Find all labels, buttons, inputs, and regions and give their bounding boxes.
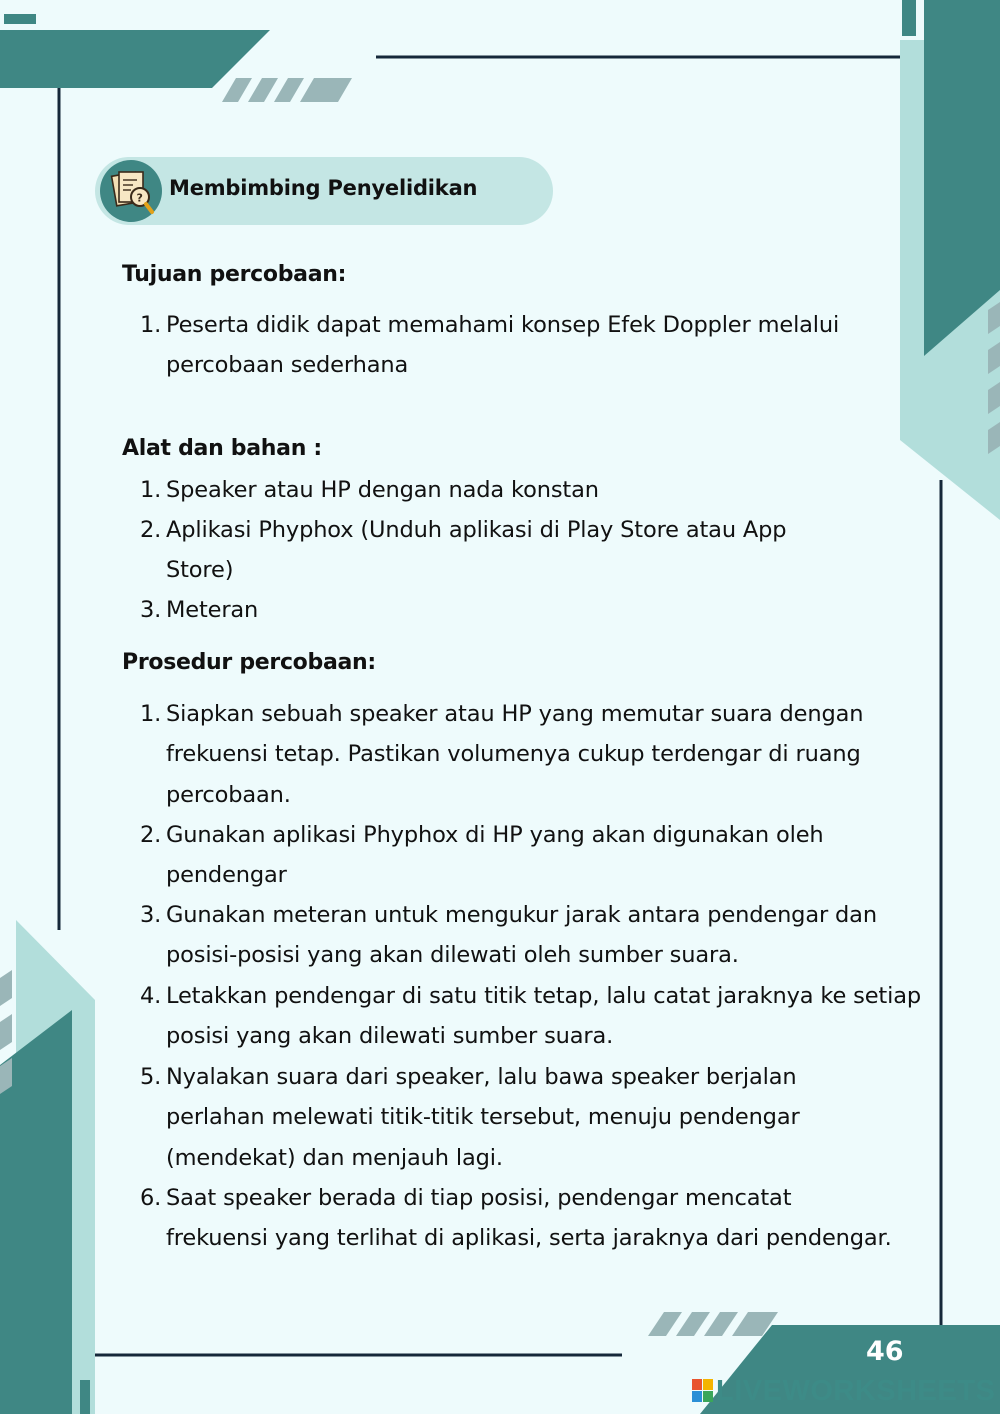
prosedur-item-3 (140, 895, 940, 976)
item-number: 5. (140, 1064, 162, 1090)
top-left-stripes (222, 78, 352, 102)
liveworksheets-logo[interactable] (692, 1375, 995, 1408)
alat-heading: Alat dan bahan : (122, 436, 322, 461)
item-number: 1. (140, 312, 162, 338)
section-title: Membimbing Penyelidikan (169, 176, 478, 200)
watermark-text: LIVEWORKSHEETS (716, 1375, 996, 1407)
item-number: 3. (140, 902, 162, 928)
tujuan-heading: Tujuan percobaan: (122, 262, 347, 287)
top-left-banner (0, 30, 270, 88)
item-text: Aplikasi Phyphox (Unduh aplikasi di Play Store atau App Store) (166, 517, 787, 584)
item-text: Speaker atau HP dengan nada konstan (166, 477, 599, 503)
item-text: Peserta didik dapat memahami konsep Efek Doppler melalui percobaan sederhana (166, 312, 840, 379)
top-left-tab (4, 14, 36, 24)
item-number: 6. (140, 1185, 162, 1211)
prosedur-heading: Prosedur percobaan: (122, 650, 376, 675)
prosedur-item-6 (140, 1178, 900, 1259)
left-bottom-bar (80, 1380, 90, 1414)
left-stripes (0, 970, 12, 1094)
item-number: 2. (140, 822, 162, 848)
item-text: Meteran (166, 597, 259, 623)
item-number: 2. (140, 517, 162, 543)
item-text: Letakkan pendengar di satu titik tetap, lalu catat jaraknya ke setiap posisi yang akan dilewati sumber suara. (166, 983, 921, 1050)
alat-item-1 (140, 470, 840, 510)
svg-text:?: ? (136, 191, 143, 205)
alat-item-2 (140, 510, 840, 591)
prosedur-item-5 (140, 1057, 900, 1178)
item-text: Siapkan sebuah speaker atau HP yang memutar suara dengan frekuensi tetap. Pastikan volumenya cukup terdengar di ruang percobaan. (166, 701, 864, 808)
magnifier-document-icon (100, 160, 162, 222)
item-text: Nyalakan suara dari speaker, lalu bawa speaker berjalan perlahan melewati titik-titik tersebut, menuju pendengar (mendekat) dan menjauh lagi. (166, 1064, 800, 1171)
item-number: 1. (140, 701, 162, 727)
item-number: 1. (140, 477, 162, 503)
prosedur-item-4 (140, 976, 930, 1057)
item-number: 3. (140, 597, 162, 623)
right-top-bar (902, 0, 916, 36)
tujuan-item-1 (140, 305, 850, 386)
prosedur-item-1 (140, 694, 880, 815)
page-number: 46 (866, 1336, 904, 1367)
item-text: Gunakan meteran untuk mengukur jarak antara pendengar dan posisi-posisi yang akan dilewati oleh sumber suara. (166, 902, 877, 969)
liveworksheets-badge-icon (692, 1379, 714, 1403)
item-text: Saat speaker berada di tiap posisi, pendengar mencatat frekuensi yang terlihat di aplikasi, serta jaraknya dari pendengar. (166, 1185, 892, 1252)
item-number: 4. (140, 983, 162, 1009)
item-text: Gunakan aplikasi Phyphox di HP yang akan digunakan oleh pendengar (166, 822, 824, 889)
bottom-right-stripes (648, 1312, 778, 1336)
prosedur-item-2 (140, 815, 940, 896)
alat-item-3 (140, 590, 840, 630)
